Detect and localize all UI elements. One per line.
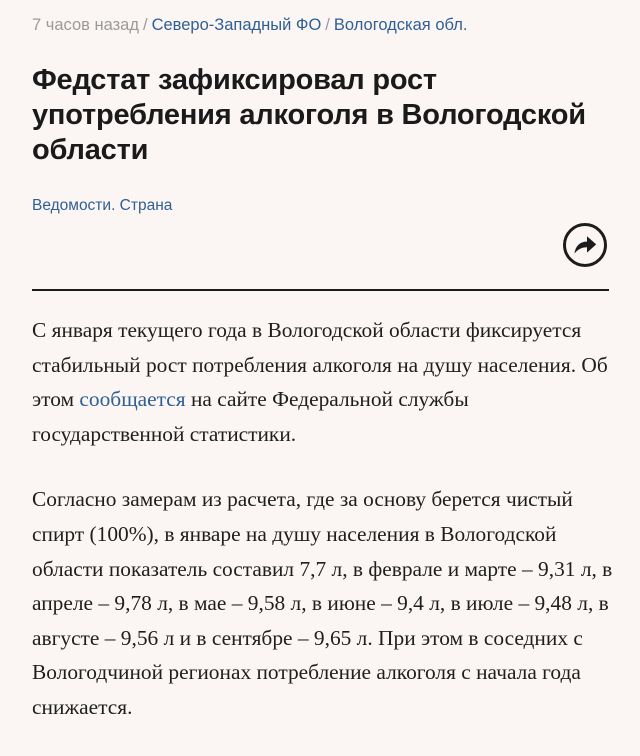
article-source-link[interactable]: Ведомости. Страна: [32, 197, 173, 214]
article-paragraph: Согласно замерам из расчета, где за основу берется чистый спирт (100%), в январе на душу населения в Вологодской области показатель составил 7,7 л, в феврале и марте – 9,31 л, в апреле – 9,78 л, в мае – 9,58 л, в июне – 9,4 л, в июле – 9,48 л, в августе – 9,56 л и в сентябре – 9,65 л. При этом в соседних с Вологодчиной регионах потребление алкоголя с начала года снижается.: [32, 487, 613, 719]
article-title: Федстат зафиксировал рост употребления алкоголя в Вологодской области: [32, 64, 586, 166]
share-button[interactable]: [562, 222, 608, 268]
paragraph-text: С января текущего года в Вологодской области фиксируется стабильный рост потребления алкоголя на душу населения. Об этом: [32, 318, 608, 412]
source-inline-link[interactable]: сообщается: [79, 387, 186, 412]
breadcrumb: [32, 13, 622, 37]
paragraph-text: на сайте Федеральной службы государственной статистики.: [32, 387, 469, 446]
share-arrow-icon: [562, 222, 608, 268]
article-paragraph: [32, 313, 617, 451]
article-body: [32, 313, 617, 756]
divider: [32, 289, 609, 291]
breadcrumb-separator: /: [142, 16, 148, 34]
breadcrumb-separator: /: [325, 16, 330, 34]
breadcrumb-link-region[interactable]: Северо-Западный ФО: [151, 16, 322, 34]
breadcrumb-time: 7 часов назад: [32, 16, 139, 34]
breadcrumb-link-area[interactable]: Вологодская обл.: [333, 16, 468, 34]
